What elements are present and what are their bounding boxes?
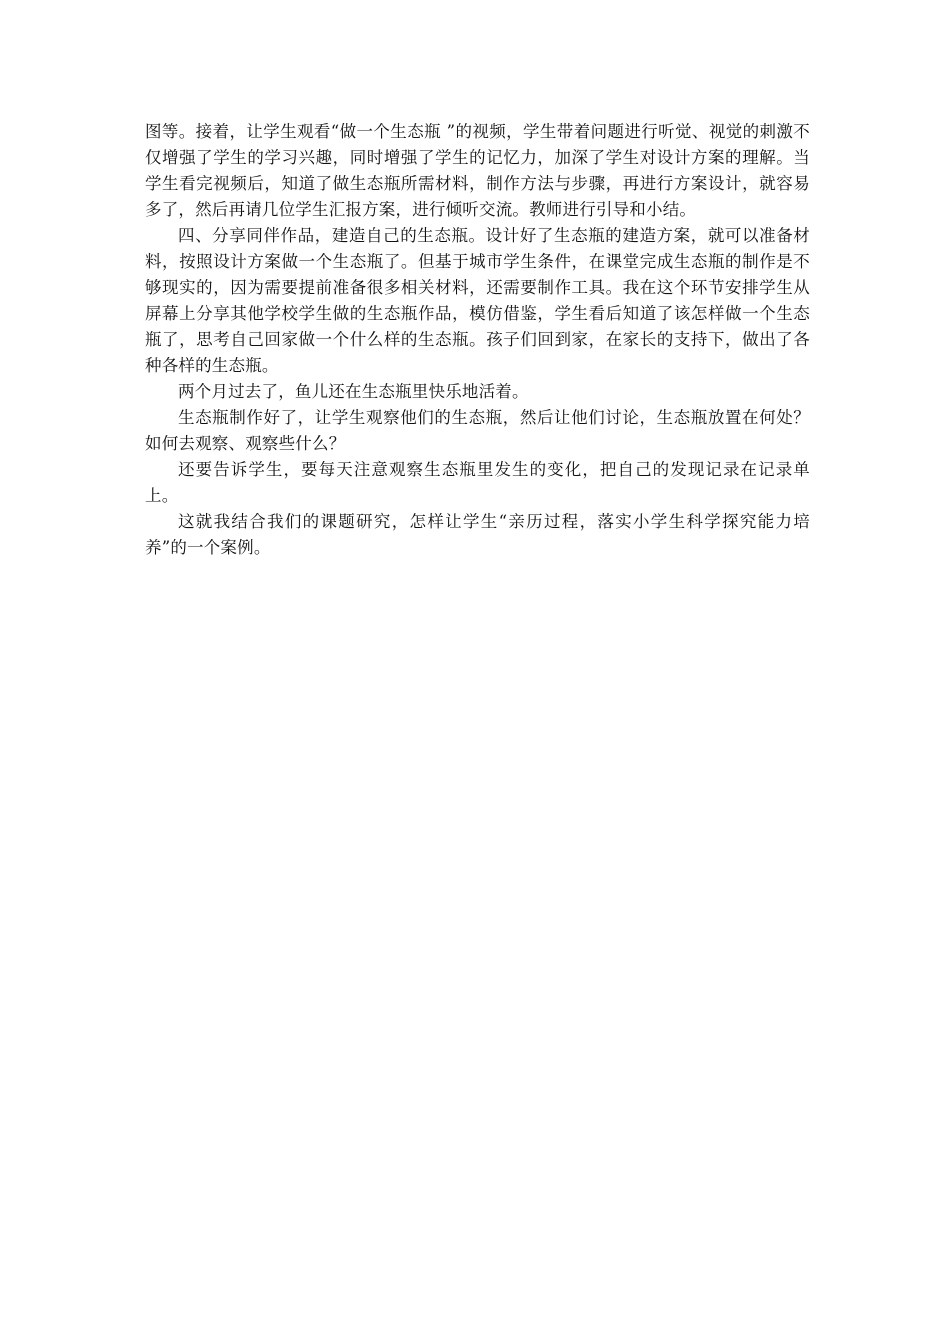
paragraph-1: 图等。接着，让学生观看“做一个生态瓶 ”的视频，学生带着问题进行听觉、视觉的刺激不仅增强了学生的学习兴趣，同时增强了学生的记忆力，加深了学生对设计方案的理解。当学生看完视频后，知道了做生态瓶所需材料，制作方法与步骤，再进行方案设计，就容易多了，然后再请几位学生汇报方案，进行倾听交流。教师进行引导和小结。 <box>145 122 810 219</box>
paragraph-6: 这就我结合我们的课题研究，怎样让学生“亲历过程，落实小学生科学探究能力培养”的一个案例。 <box>145 512 810 557</box>
paragraph-4: 生态瓶制作好了，让学生观察他们的生态瓶，然后让他们讨论，生态瓶放置在何处？如何去观察、观察些什么？ <box>145 408 810 453</box>
paragraph-3: 两个月过去了，鱼儿还在生态瓶里快乐地活着。 <box>178 382 529 401</box>
document-body <box>145 119 810 561</box>
paragraph-2: 四、分享同伴作品，建造自己的生态瓶。设计好了生态瓶的建造方案，就可以准备材料，按照设计方案做一个生态瓶了。但基于城市学生条件，在课堂完成生态瓶的制作是不够现实的，因为需要提前准备很多相关材料，还需要制作工具。我在这个环节安排学生从屏幕上分享其他学校学生做的生态瓶作品，模仿借鉴，学生看后知道了该怎样做一个生态瓶了，思考自己回家做一个什么样的生态瓶。孩子们回到家，在家长的支持下，做出了各种各样的生态瓶。 <box>145 226 810 375</box>
paragraph-5: 还要告诉学生，要每天注意观察生态瓶里发生的变化，把自己的发现记录在记录单上。 <box>145 460 810 505</box>
